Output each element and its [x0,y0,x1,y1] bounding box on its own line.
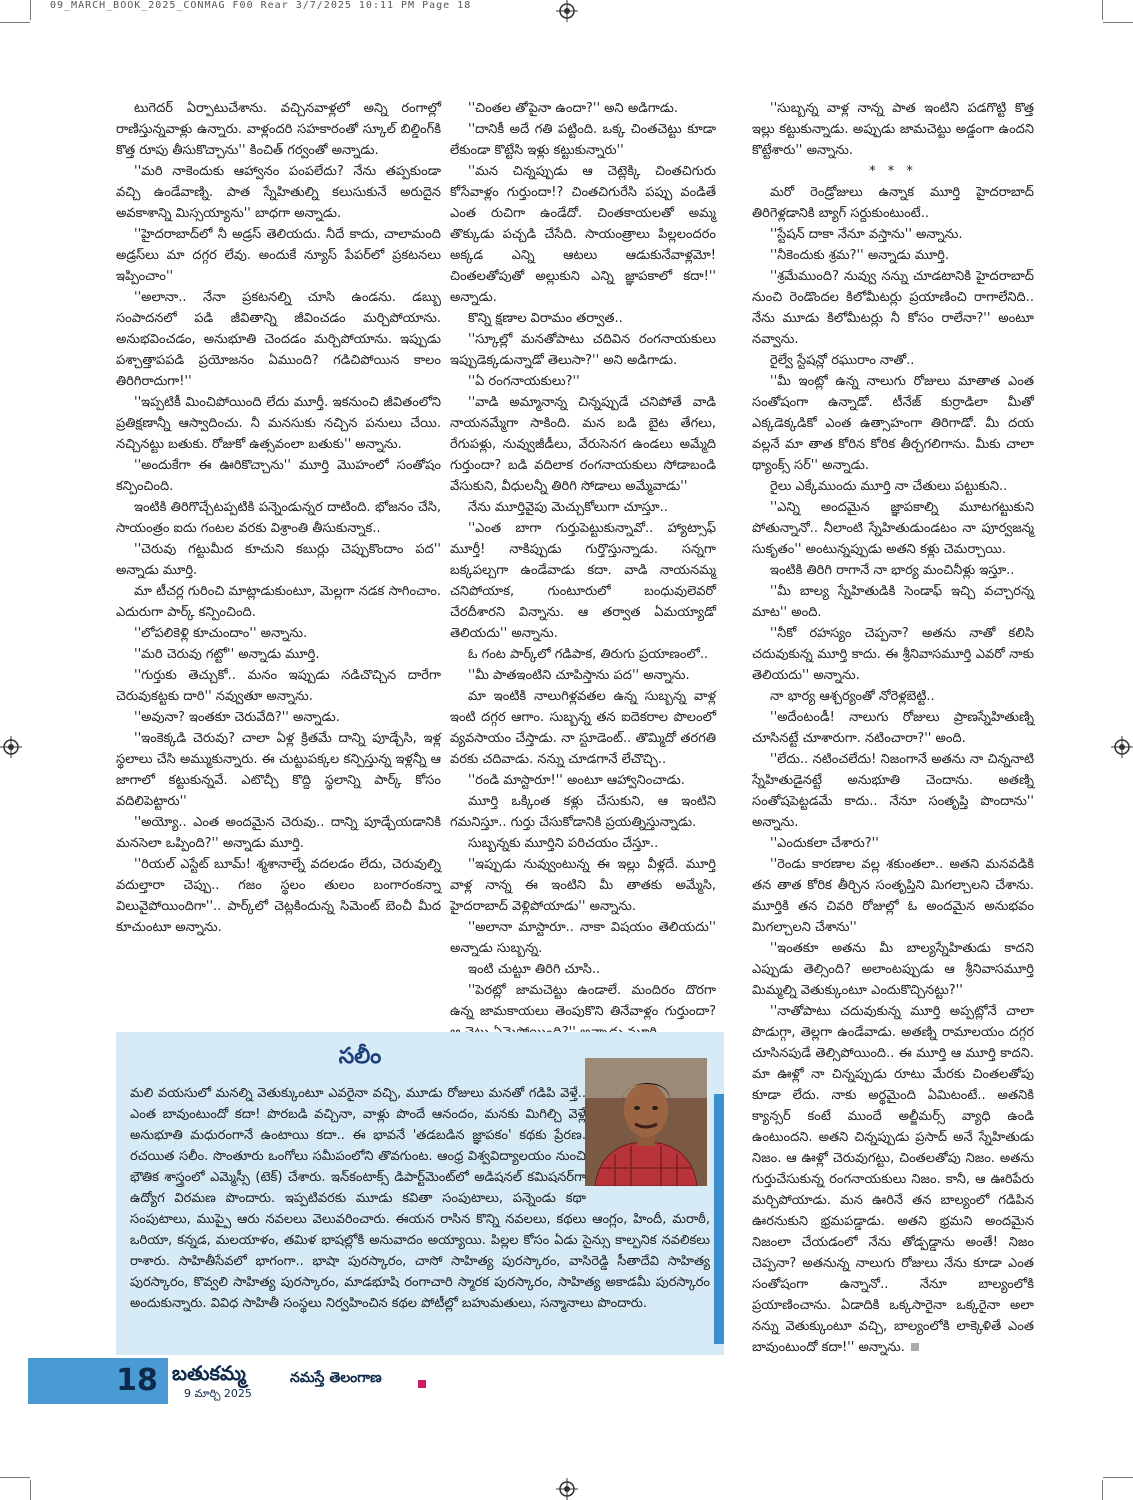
paragraph: నా భార్య ఆశ్చర్యంతో నోరెళ్లబెట్టి.. [770,689,935,704]
paragraph: ''ఎన్ని అందమైన జ్ఞాపకాల్ని మూటగట్టుకుని పోతున్నానో.. నీలాంటి స్నేహితుడుండటం నా పూర్వజన్మ సుకృతం'' అంటున్నప్పుడు అతని కళ్లు చెమర్చాయి. [752,500,1034,557]
paragraph: ''స్కూల్లో మనతోపాటు చదివిన రంగనాయకులు ఇప్పుడెక్కడున్నాడో తెలుసా?'' అని అడిగాడు. [450,332,716,368]
paragraph: ''నాతోపాటు చదువుకున్న మూర్తి అప్పట్లోనే చాలా పొడుగ్గా, తెల్లగా ఉండేవాడు. అతణ్ని రామాలయం దగ్గర చూసినపుడే తెల్సిపోయింది.. ఈ మూర్తి ఆ మూర్తి కాదని. మా ఊళ్లో నా చిన్నప్పుడు రూటు మేరకు చింతలతోపు కూడా లేదు. నాకు అర్థమైంది ఏమిటంటే.. అతనికి క్యాన్సర్ కంటే ముందే అల్జీమర్స్ వ్యాధి ఉండి ఉంటుందని. అతని చిన్నప్పుడు ప్రసాద్ అనే స్నేహితుడు నిజం. ఆ ఊళ్లో చెరువుగట్టు, చింతలతోపు నిజం. అతను గుర్తుచేసుకున్న రంగనాయకులు నిజం. కానీ, ఆ ఊరిపేరు మర్చిపోయాడు. మన ఊరినే తన బాల్యంలో గడిపిన ఊరనుకుని భ్రమపడ్డాడు. అతని భ్రమని అందమైన నిజంలా చేయడంలో నేను తోడ్పడ్డాను అంతే! నిజం చెప్పనా? అతనున్న నాలుగు రోజులు నేను కూడా ఎంత సంతోషంగా ఉన్నానో.. నేనూ బాల్యంలోకి ప్రయాణించాను. ఏడాదికి ఒక్కసారైనా ఒక్కరైనా అలా నన్ను వెతుక్కుంటూ వచ్చి, బాల్యంలోకి లాక్కెళితే ఎంత బావుంటుందో కదా!'' అన్నాను. [752,1001,1034,1358]
paragraph: ''సుబ్బన్న వాళ్ల నాన్న పాత ఇంటిని పడగొట్టి కొత్త ఇల్లు కట్టుకున్నాడు. అప్పుడు జామచెట్టు అడ్డంగా ఉందని కొట్టేశారు'' అన్నాను. [752,101,1034,158]
paragraph: నేను మూర్తివైపు మెచ్చుకోలుగా చూస్తూ.. [468,500,668,515]
print-slug: 09_MARCH_BOOK_2025_CONMAG F00 Rear 3/7/2025 10:11 PM Page 18 [50,0,472,11]
paragraph: ''వాడి అమ్మానాన్న చిన్నప్పుడే చనిపోతే వాడి నాయనమ్మేగా సాకింది. మన బడి బైట తేగలు, రేగుపళ్లు, నువ్వుజీడీలు, వేరుసెనగ ఉండలు అమ్మేది గుర్తుందా? బడి వదిలాక రంగనాయకులు సోడాబండి వేసుకుని, వీధులన్నీ తిరిగి సోడాలు అమ్మేవాడు'' [450,395,716,494]
paragraph: ''అలానా.. నేనా ప్రకటనల్ని చూసి ఉండను. డబ్బు సంపాదనలో పడి జీవితాన్ని జీవించడం మర్చిపోయాను. అనుభవించడం, అనుభూతి చెందడం మర్చిపోయాను. ఇప్పుడు పశ్చాత్తాపపడి ప్రయోజనం ఏముంది? గడిచిపోయిన కాలం తిరిగిరాదుగా!'' [116,290,441,389]
paragraph: మూర్తి ఒక్కింత కళ్లు చేసుకుని, ఆ ఇంటిని గమనిస్తూ.. గుర్తు చేసుకోడానికి ప్రయత్నిస్తున్నాడు. [450,794,716,830]
author-bio [130,1083,710,1314]
paragraph: ''పెరట్లో జామచెట్టు ఉండాలే. మందిరం దొరగా ఉన్న జామకాయలు తెంపుకొని తినేవాళ్లం గుర్తుందా? [450,983,716,1019]
paragraph: ''మన చిన్నప్పుడు ఆ చెట్లెక్కి చింతచిగురు కోసేవాళ్లం గుర్తుందా!? చింతచిగురేసి పప్పు వండితే ఎంత రుచిగా ఉండేదో. చింతకాయలతో అమ్మ తొక్కుడు పచ్చడి చేసేది. సాయంత్రాలు పిల్లలందరం అక్కడ ఎన్ని ఆటలు ఆడుకునేవాళ్లమో! చింతలతోపుతో అల్లుకుని ఎన్ని జ్ఞాపకాలో కదా!'' అన్నాడు. [450,164,716,305]
page-number: 18 [116,1363,158,1398]
paragraph: సుబ్బన్నకు మూర్తిని పరిచయం చేస్తూ.. [468,836,659,851]
paragraph: ఇంటి చుట్టూ తిరిగి చూసి.. [468,962,601,977]
paragraph: ''స్టేషన్ దాకా నేనూ వస్తాను'' అన్నాను. [770,227,963,242]
paragraph: ''చెరువు గట్టుమీద కూచుని కబుర్లు చెప్పుకొందాం పద'' అన్నాడు మూర్తి. [116,542,441,578]
paragraph: టుగెదర్ ఏర్పాటుచేశాను. వచ్చినవాళ్లలో అన్ని రంగాల్లో రాణిస్తున్నవాళ్లు ఉన్నారు. వాళ్లందరి సహకారంతో స్కూల్ బిల్డింగ్‌కి కొత్త రూపు తీసుకొచ్చాను'' కించిత్ గర్వంతో అన్నాడు. [116,101,441,158]
paragraph: మా టీచర్ల గురించి మాట్లాడుకుంటూ, మెల్లగా నడక సాగించాం. ఎదురుగా పార్క్ కన్పించింది. [116,584,441,620]
paragraph: ''మీ బాల్య స్నేహితుడికి సెండాఫ్ ఇచ్చి వచ్చారన్న మాట'' అంది. [752,584,1034,620]
paragraph: కొన్ని క్షణాల విరామం తర్వాత.. [468,311,623,326]
paragraph: ఇంటికి తిరిగి రాగానే నా భార్య మంచినీళ్లు ఇస్తూ.. [770,563,1015,578]
crop-mark [1102,1480,1103,1500]
paragraph: ''నీకెందుకు శ్రమ?'' అన్నాడు మూర్తి. [770,248,950,263]
paragraph: రైలు ఎక్కేముందు మూర్తి నా చేతులు పట్టుకుని.. [770,479,1008,494]
crop-mark [0,22,30,23]
paragraph: ''చింతల తోపైనా ఉందా?'' అని అడిగాడు. [468,101,679,116]
paragraph: ''నీకో రహస్యం చెప్పనా? అతను నాతో కలిసి చదువుకున్న మూర్తి కాదు. ఈ శ్రీనివాసమూర్తి ఎవరో నాకు తెలియదు'' అన్నాను. [752,626,1034,683]
issue-date: 9 మార్చి 2025 [184,1387,252,1400]
paragraph: ''అలానా మాస్టారూ.. నాకా విషయం తెలియదు'' అన్నాడు సుబ్బన్న. [450,920,716,956]
paragraph: ''ఇంకెక్కడి చెరువు? చాలా ఏళ్ల క్రితమే దాన్ని పూడ్చేసి, ఇళ్ల స్థలాలు చేసి అమ్ముకున్నారు. ఈ చుట్టుపక్కల కన్పిస్తున్న ఇళ్లన్నీ ఆ జాగాలో కట్టుకున్నవే. ఎటొచ్చీ కొద్ది స్థలాన్ని పార్క్ కోసం వదిలిపెట్టారు'' [116,731,441,809]
paragraph: ''శ్రమేముంది? నువ్వు నన్ను చూడటానికి హైదరాబాద్ నుంచి రెండొందల కిలోమీటర్లు ప్రయాణించి రాగాలేనిది.. నేను మూడు కిలోమీటర్లు నీ కోసం రాలేనా?'' అంటూ నవ్వాను. [752,269,1034,347]
paragraph: మా ఇంటికి నాలుగిళ్లవతల ఉన్న సుబ్బన్న వాళ్ల ఇంటి దగ్గర ఆగాం. సుబ్బన్న తన ఐదెకరాల పొలంలో వ్యవసాయం చేస్తాడు. నా స్టూడెంట్.. తొమ్మిదో తరగతి వరకు చదివాడు. నన్ను చూడగానే లేచొచ్చి.. [450,689,716,767]
paragraph: ''మీ పాతఇంటిని చూపిస్తాను పద'' అన్నాను. [468,668,690,683]
paragraph: ''గుర్తుకు తెచ్చుకో.. మనం ఇప్పుడు నడిచొచ్చిన దారేగా చెరువుకట్టకు దారి'' నవ్వుతూ అన్నాను. [116,668,441,704]
paragraph: ''లేదు.. నటించలేదు! నిజంగానే అతను నా చిన్ననాటి స్నేహితుడైనట్టే అనుభూతి చెందాను. అతణ్ని సంతోషపెట్టడమే కాదు.. నేనూ సంతృప్తి పొందాను'' అన్నాను. [752,752,1034,830]
paragraph: ''రండి మాస్టారూ!'' అంటూ ఆహ్వానించాడు. [468,773,685,788]
paragraph: ''రియల్ ఎస్టేట్ బూమ్! శ్మశానాల్నే వదలడం లేదు, చెరువుల్ని వదుల్తారా చెప్పు.. గజం స్థలం తులం బంగారంకన్నా విలువైపోయిందిగా''.. పార్క్‌లో చెట్లకిందున్న సిమెంట్ బెంచీ మీద కూచుంటూ అన్నాను. [116,857,441,935]
paragraph: ''అదేంటండీ! నాలుగు రోజులు ప్రాణస్నేహితుణ్ని చూసినట్టే చూశారుగా. నటించారా?'' అంది. [752,710,1034,746]
author-bio-text: మలి వయసులో మనల్ని వెతుక్కుంటూ ఎవరైనా వచ్చి, మూడు రోజులు మనతో గడిపి వెళ్తే.. ఎంత బావుంటుందో కదా! పొరబడి వచ్చినా, వాళ్లు పొందే ఆనందం, మనకు మిగిల్చి వెళ్లే అనుభూతి మధురంగానే ఉంటాయి కదా.. ఈ భావనే 'తడబడిన జ్ఞాపకం' కథకు ప్రేరణ. రచయిత సలీం. సొంతూరు ఒంగోలు సమీపంలోని తొవగుంట. ఆంధ్ర విశ్వవిద్యాలయం నుంచి భౌతిక శాస్త్రంలో ఎమ్మెస్సీ (టెక్) చేశారు. ఇన్‌కంటాక్స్ డిపార్ట్‌మెంట్‌లో అడిషనల్ కమిషనర్‌గా ఉద్యోగ విరమణ పొందారు. ఇప్పటివరకు మూడు కవితా సంపుటాలు, పన్నెండు కథా సంపుటాలు, ముప్పై ఆరు నవలలు వెలువరించారు. ఈయన రాసిన కొన్ని నవలలు, కథలు ఆంగ్లం, హిందీ, మరాఠీ, ఒరియా, కన్నడ, మలయాళం, తమిళ భాషల్లోకి అనువాదం అయ్యాయి. పిల్లల కోసం ఏడు సైన్సు కాల్పనిక నవలికలు రాశారు. సాహితీసేవలో భాగంగా.. భాషా పురస్కారం, చాసో సాహిత్య పురస్కారం, వాసిరెడ్డి సీతాదేవి సాహిత్య పురస్కారం, కొవ్వలి సాహిత్య పురస్కారం, మాడభూషి రంగాచారి స్మారక పురస్కారం, సాహిత్య అకాడమీ పురస్కారం అందుకున్నారు. వివిధ సాహితీ సంస్థలు నిర్వహించిన కథల పోటీల్లో బహుమతులు, సన్మానాలు పొందారు. [130,1086,710,1311]
paragraph: ఓ గంట పార్క్‌లో గడిపాక, తిరుగు ప్రయాణంలో.. [468,647,709,662]
paragraph: ''ఏ రంగనాయకులు?'' [468,374,580,389]
paragraph: ''ఇంతకూ అతను మీ బాల్యస్నేహితుడు కాదని ఎప్పుడు తెల్సింది? అలాంటప్పుడు ఆ శ్రీనివాసమూర్తి మిమ్మల్ని వెతుక్కుంటూ ఎందుకొచ్చినట్టు?'' [752,941,1034,998]
author-name-heading: సలీం [338,1044,382,1069]
photo-spacer [586,1083,710,1191]
paragraph: ''ఎంత బాగా గుర్తుపెట్టుకున్నావో.. హ్యాట్సాఫ్ మూర్తీ! నాకిప్పుడు గుర్తొస్తున్నాడు. సన్నగా బక్కపల్చగా ఉండేవాడు కదా. వాడి నాయనమ్మ చనిపోయాక, గుంటూరులో బంధువులెవరో చేరదీశారని విన్నాను. ఆ తర్వాత ఏమయ్యాడో తెలియదు'' అన్నాను. [450,521,716,641]
paragraph: ''ఇప్పటికీ మించిపోయింది లేదు మూర్తీ. ఇకనుంచి జీవితంలోని ప్రతిక్షణాన్నీ ఆస్వాదించు. నీ మనసుకు నచ్చిన పనులు చేయి. నచ్చినట్టు బతుకు. రోజుకో ఉత్సవంలా బతుకు'' అన్నాను. [116,395,441,452]
crop-mark [30,1480,31,1500]
newspaper-name: నమస్తే తెలంగాణ [290,1370,382,1386]
paragraph: ''మరి చెరువు గట్టో'' అన్నాడు మూర్తి. [134,647,320,662]
registration-mark-icon [0,736,22,758]
paragraph: ''లోపలికెళ్లి కూచుందాం'' అన్నాను. [134,626,308,641]
paragraph: ''మరి నాకెందుకు ఆహ్వానం పంపలేదు? నేను తప్పకుండా వచ్చి ఉండేవాణ్ని. పాత స్నేహితుల్ని కలుసుకునే అరుదైన అవకాశాన్ని మిస్సయ్యాను'' బాధగా అన్నాడు. [116,164,441,221]
accent-bar [714,1094,724,1344]
crop-mark [0,1477,30,1478]
paragraph: ఇంటికి తిరిగొచ్చేటప్పటికి పన్నెండున్నర దాటింది. భోజనం చేసి, సాయంత్రం ఐదు గంటల వరకు విశ్రాంతి తీసుకున్నాక.. [116,500,441,536]
magazine-name: బతుకమ్మ [172,1361,246,1385]
crop-mark [1103,22,1133,23]
paragraph: ''అయ్యో.. ఎంత అందమైన చెరువు.. దాన్ని పూడ్చేయడానికి మనసెలా ఒప్పింది?'' అన్నాడు మూర్తి. [116,815,441,851]
registration-mark-icon [556,1478,578,1500]
paragraph: ''మీ ఇంట్లో ఉన్న నాలుగు రోజులు మాతాత ఎంత సంతోషంగా ఉన్నాడో. టీనేజ్ కుర్రాడిలా మీతో ఎక్కడెక్కడికో ఎంత ఉత్సాహంగా తిరిగాడో. మీ దయ వల్లనే మా తాత కోరిన కోరిక తీర్చగలిగాను. మీకు చాలా థ్యాంక్స్ సర్'' అన్నాడు. [752,374,1034,473]
registration-mark-icon [556,0,578,22]
paragraph: ''అందుకేగా ఈ ఊరికొచ్చాను'' మూర్తి మొహంలో సంతోషం కన్పించింది. [116,458,441,494]
paragraph: రైల్వే స్టేషన్లో రఘురాం నాతో.. [770,353,915,368]
crop-mark [1103,1477,1133,1478]
paragraph: ''అవునా? ఇంతకూ చెరువేది?'' అన్నాడు. [134,710,340,725]
paragraph: ''ఇప్పుడు నువ్వుంటున్న ఈ ఇల్లు వీళ్లదే. మూర్తి వాళ్ల నాన్న ఈ ఇంటిని మీ తాతకు అమ్మేసి, హైదరాబాద్ వెళ్లిపోయాడు'' అన్నాను. [450,857,716,914]
paragraph: ''ఎందుకలా చేశారు?'' [770,836,879,851]
paragraph: ''దానికీ అదే గతి పట్టింది. ఒక్క చింతచెట్టు కూడా లేకుండా కొట్టేసి ఇళ్లు కట్టుకున్నారు'' [450,122,716,158]
story-column-2 [450,98,716,1043]
section-divider: * * * [869,164,917,179]
paragraph: ''రెండు కారణాల వల్ల శకుంతలా.. అతని మనవడికి తన తాత కోరిక తీర్చిన సంతృప్తిని మిగల్చాలని చేశాను. మూర్తికి తన చివరి రోజుల్లో ఓ అందమైన అనుభవం మిగల్చాలని చేశాను'' [752,857,1034,935]
square-bullet-icon [418,1380,426,1388]
crop-mark [30,0,31,20]
story-column-3 [752,98,1034,1358]
registration-mark-icon [1111,736,1133,758]
story-column-1 [116,98,441,938]
crop-mark [1102,0,1103,20]
paragraph: ''హైదరాబాద్‌లో నీ అడ్రస్ తెలియదు. నీదే కాదు, చాలామంది అడ్రస్‌లు మా దగ్గర లేవు. అందుకే న్యూస్ పేపర్‌లో ప్రకటనలు ఇప్పించాం'' [116,227,441,284]
paragraph: మరో రెండ్రోజులు ఉన్నాక మూర్తి హైదరాబాద్ తిరిగెళ్లడానికి బ్యాగ్ సర్దుకుంటుంటే.. [752,185,1034,221]
